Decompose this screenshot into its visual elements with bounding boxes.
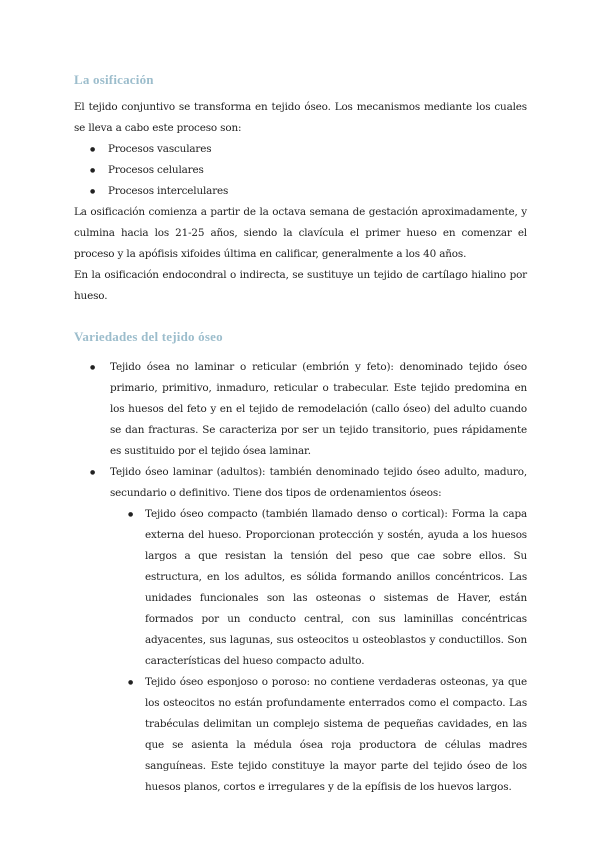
list-item-spongy: ● Tejido óseo esponjoso o poroso: no contiene verdaderas osteonas, ya que los osteocitos no están profundamente enterrados como el compacto. Las trabéculas delimitan un complejo sistema de pequeñas cavidades, en las que se asienta la médula ósea roja productora de células madres sanguíneas. Este tejido constituye la mayor parte del tejido óseo de los huesos planos, cortos e irregulares y de la epífisis de los huevos largos. [110,672,527,798]
section-heading-osificacion: La osificación [74,72,154,87]
laminar-text: Tejido óseo laminar (adultos): también denominado tejido óseo adulto, maduro, secundario o definitivo. Tiene dos tipos de ordenamientos óseos: [110,466,527,499]
process-list [74,139,527,202]
laminar-subtypes-list [110,504,527,798]
list-item-laminar [74,462,527,798]
ossification-timeline-paragraph: La osificación comienza a partir de la octava semana de gestación aproximadamente, y culmina hacia los 21-25 años, siendo la clavícula el primer hueso en comenzar el proceso y la apófisis xifoides última en calificar, generalmente a los 40 años. [74,206,527,260]
list-item: ● Procesos celulares [74,160,527,181]
list-item: ● Procesos vasculares [74,139,527,160]
bone-tissue-varieties-list [74,357,527,798]
list-item: ● Procesos intercelulares [74,181,527,202]
list-item-compact: ● Tejido óseo compacto (también llamado denso o cortical): Forma la capa externa del hueso. Proporcionan protección y sostén, ayuda a los huesos largos a que resistan la tensión del peso que cae sobre ellos. Su estructura, en los adultos, es sólida formando anillos concéntricos. Las unidades funcionales son las osteonas o sistemas de Haver, están formados por un conducto central, con sus laminillas concéntricas adyacentes, sus lagunas, sus osteocitos u osteoblastos y conductillos. Son características del hueso compacto adulto. [110,504,527,672]
intro-paragraph: El tejido conjuntivo se transforma en tejido óseo. Los mecanismos mediante los cuales se lleva a cabo este proceso son: [74,101,527,134]
endochondral-paragraph: En la osificación endocondral o indirecta, se sustituye un tejido de cartílago hialino por hueso. [74,269,527,302]
section-heading-variedades: Variedades del tejido óseo [74,329,223,344]
list-item-non-laminar: ● Tejido ósea no laminar o reticular (embrión y feto): denominado tejido óseo primario, primitivo, inmaduro, reticular o trabecular. Este tejido predomina en los huesos del feto y en el tejido de remodelación (callo óseo) del adulto cuando se dan fracturas. Se caracteriza por ser un tejido transitorio, pues rápidamente es sustituido por el tejido ósea laminar. [74,357,527,462]
